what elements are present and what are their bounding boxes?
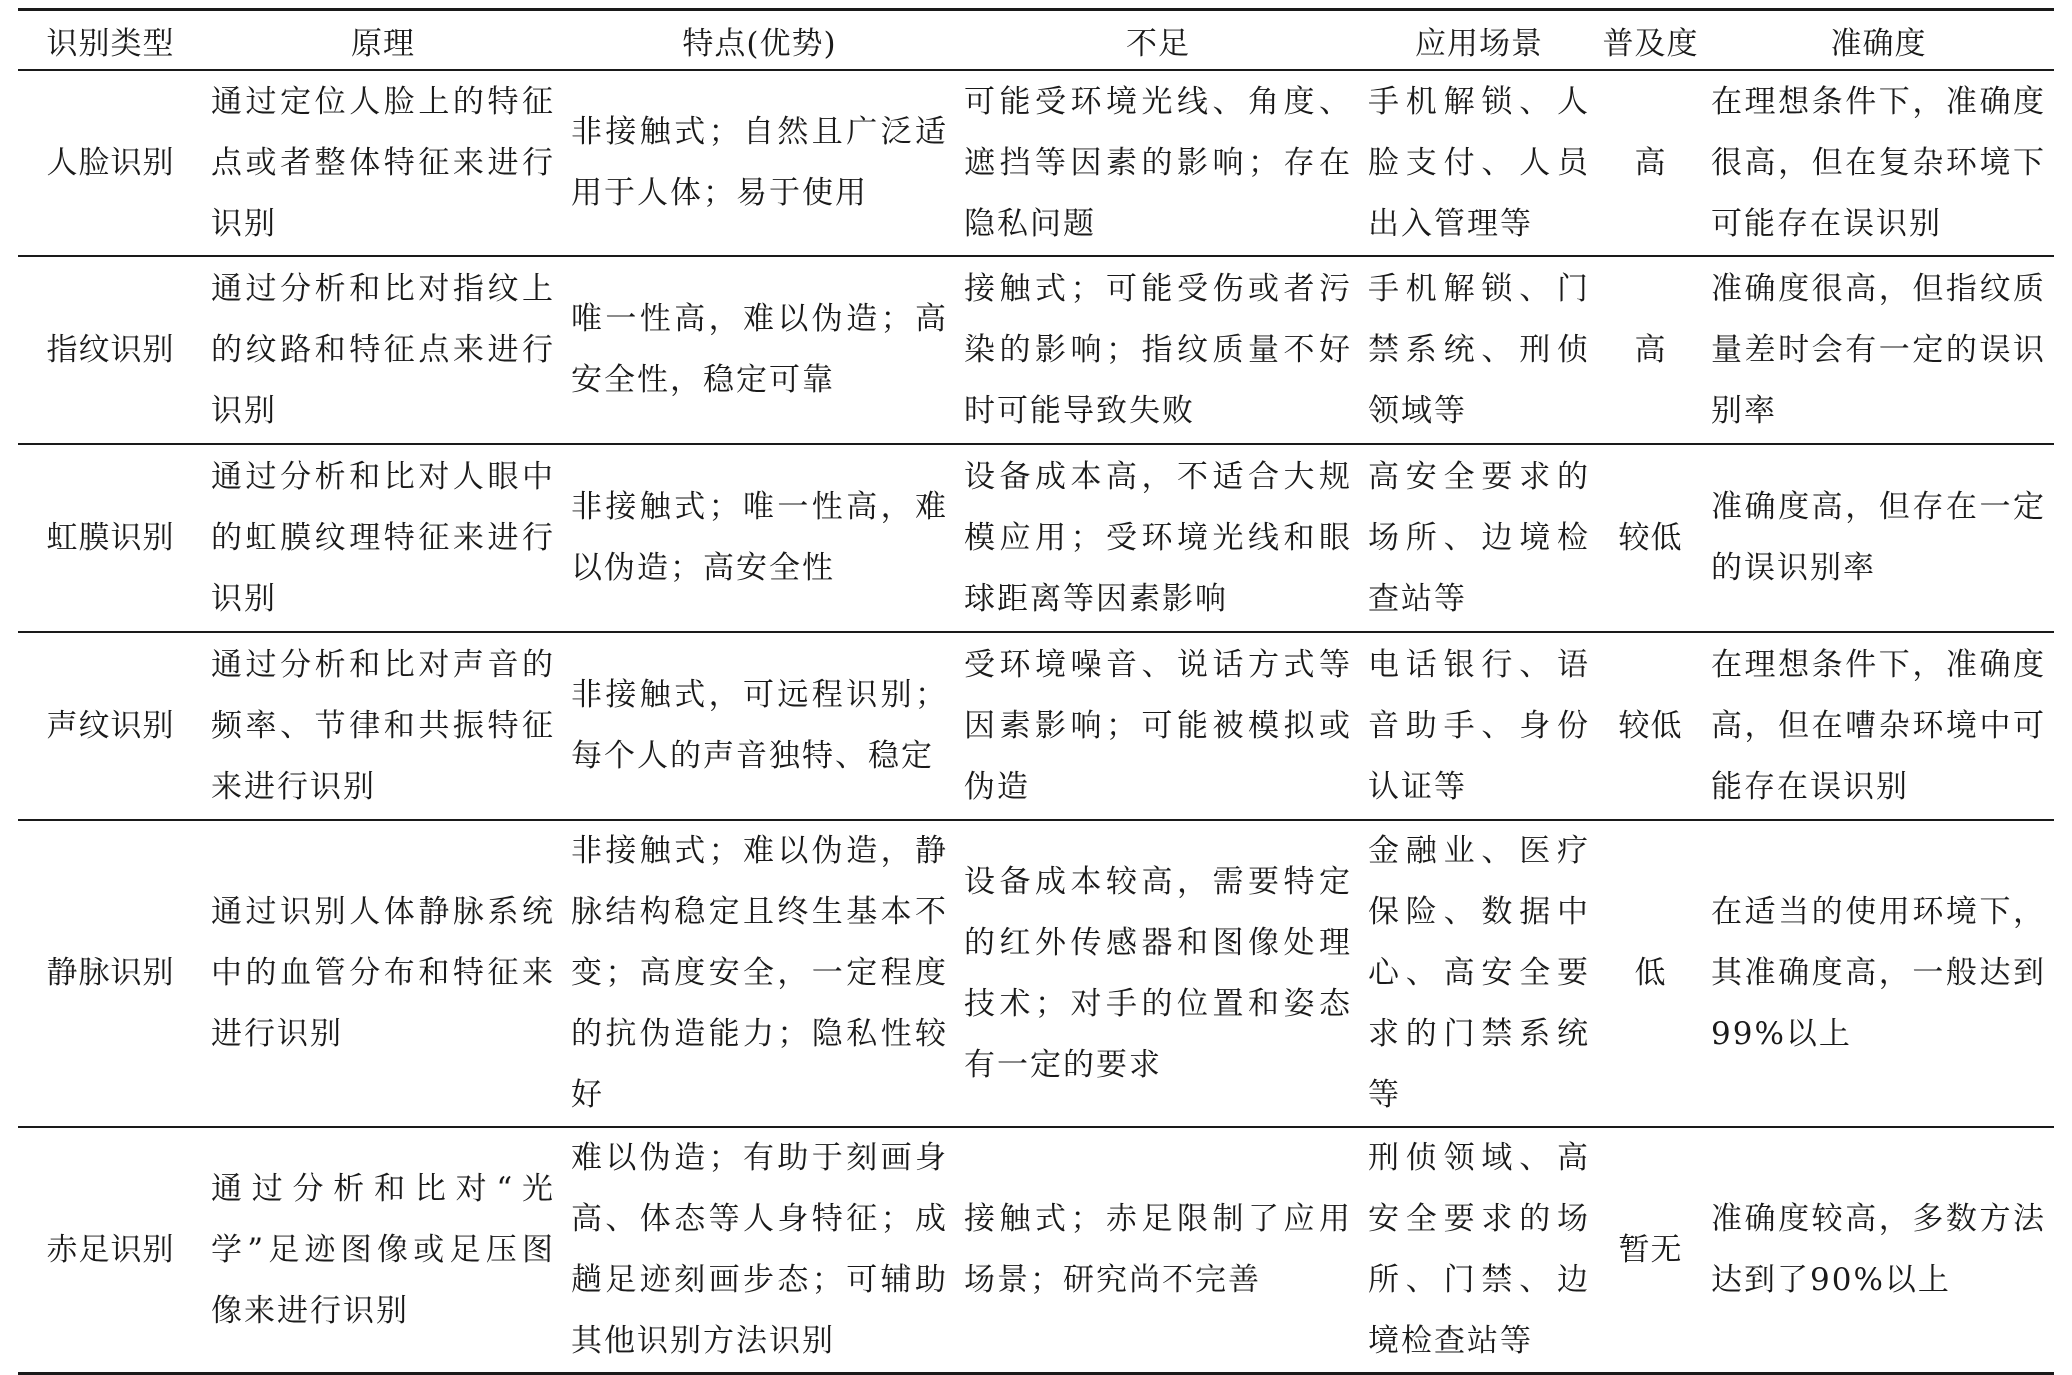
cell-principle: 通过分析和比对指纹上的纹路和特征点来进行识别 bbox=[211, 270, 555, 429]
table-row bbox=[18, 444, 2054, 632]
table-header bbox=[18, 10, 2054, 71]
cell-popularity: 高 bbox=[1634, 331, 1667, 368]
cell-drawbacks: 接触式；赤足限制了应用场景；研究尚不完善 bbox=[964, 1201, 1352, 1298]
cell-popularity: 暂无 bbox=[1618, 1231, 1683, 1268]
cell-accuracy: 在理想条件下，准确度很高，但在复杂环境下可能存在误识别 bbox=[1711, 83, 2046, 242]
cell-scenarios: 金融业、医疗保险、数据中心、高安全要求的门禁系统等 bbox=[1368, 833, 1590, 1113]
cell-popularity: 低 bbox=[1634, 955, 1667, 991]
cell-type: 声纹识别 bbox=[46, 707, 175, 744]
table-row bbox=[18, 820, 2054, 1127]
header-type: 识别类型 bbox=[46, 25, 175, 62]
cell-accuracy: 在适当的使用环境下，其准确度高，一般达到99%以上 bbox=[1711, 894, 2046, 1052]
cell-drawbacks: 设备成本较高，需要特定的红外传感器和图像处理技术；对手的位置和姿态有一定的要求 bbox=[964, 863, 1352, 1083]
cell-type: 人脸识别 bbox=[46, 144, 175, 181]
cell-type: 指纹识别 bbox=[46, 331, 175, 368]
cell-principle: 通过定位人脸上的特征点或者整体特征来进行识别 bbox=[211, 83, 555, 242]
table-body bbox=[18, 70, 2054, 1374]
cell-principle: 通过分析和比对声音的频率、节律和共振特征来进行识别 bbox=[211, 646, 555, 805]
cell-scenarios: 电话银行、语音助手、身份认证等 bbox=[1368, 646, 1590, 805]
cell-accuracy: 准确度很高，但指纹质量差时会有一定的误识别率 bbox=[1711, 270, 2046, 429]
header-accuracy: 准确度 bbox=[1830, 25, 1927, 62]
cell-accuracy: 在理想条件下，准确度高，但在嘈杂环境中可能存在误识别 bbox=[1711, 646, 2046, 805]
header-row bbox=[18, 10, 2054, 71]
cell-features: 难以伪造；有助于刻画身高、体态等人身特征；成趟足迹刻画步态；可辅助其他识别方法识别 bbox=[571, 1140, 948, 1359]
cell-drawbacks: 接触式；可能受伤或者污染的影响；指纹质量不好时可能导致失败 bbox=[964, 270, 1352, 429]
cell-drawbacks: 设备成本高，不适合大规模应用；受环境光线和眼球距离等因素影响 bbox=[964, 458, 1352, 617]
cell-type: 赤足识别 bbox=[46, 1231, 175, 1268]
cell-popularity: 较低 bbox=[1618, 707, 1683, 744]
biometric-comparison-table bbox=[18, 8, 2054, 1375]
header-popularity: 普及度 bbox=[1602, 25, 1699, 62]
cell-features: 非接触式；唯一性高，难以伪造；高安全性 bbox=[571, 489, 948, 586]
header-scenarios: 应用场景 bbox=[1415, 25, 1543, 62]
cell-drawbacks: 可能受环境光线、角度、遮挡等因素的影响；存在隐私问题 bbox=[964, 83, 1352, 242]
table-row bbox=[18, 70, 2054, 256]
cell-accuracy: 准确度高，但存在一定的误识别率 bbox=[1711, 489, 2046, 586]
cell-accuracy: 准确度较高，多数方法达到了90%以上 bbox=[1711, 1201, 2046, 1298]
table-row bbox=[18, 1127, 2054, 1374]
cell-scenarios: 手机解锁、人脸支付、人员出入管理等 bbox=[1368, 83, 1590, 242]
cell-features: 唯一性高，难以伪造；高安全性，稳定可靠 bbox=[571, 301, 948, 398]
cell-scenarios: 手机解锁、门禁系统、刑侦领域等 bbox=[1368, 270, 1590, 429]
cell-principle: 通过分析和比对人眼中的虹膜纹理特征来进行识别 bbox=[211, 458, 555, 617]
table-row bbox=[18, 632, 2054, 820]
cell-scenarios: 刑侦领域、高安全要求的场所、门禁、边境检查站等 bbox=[1368, 1140, 1590, 1359]
cell-features: 非接触式，可远程识别；每个人的声音独特、稳定 bbox=[571, 677, 948, 774]
table-row bbox=[18, 256, 2054, 444]
cell-scenarios: 高安全要求的场所、边境检查站等 bbox=[1368, 458, 1590, 617]
header-drawbacks: 不足 bbox=[1126, 25, 1190, 62]
biometric-comparison-table-wrapper bbox=[18, 8, 2054, 1375]
cell-drawbacks: 受环境噪音、说话方式等因素影响；可能被模拟或伪造 bbox=[964, 646, 1352, 805]
cell-popularity: 较低 bbox=[1618, 519, 1683, 556]
cell-popularity: 高 bbox=[1634, 144, 1667, 181]
cell-type: 虹膜识别 bbox=[46, 519, 175, 556]
cell-type: 静脉识别 bbox=[46, 955, 175, 991]
header-features: 特点(优势) bbox=[682, 25, 837, 62]
cell-features: 非接触式；自然且广泛适用于人体；易于使用 bbox=[571, 114, 948, 211]
cell-principle: 通过分析和比对“光学”足迹图像或足压图像来进行识别 bbox=[211, 1170, 555, 1329]
cell-principle: 通过识别人体静脉系统中的血管分布和特征来进行识别 bbox=[211, 894, 555, 1052]
cell-features: 非接触式；难以伪造，静脉结构稳定且终生基本不变；高度安全，一定程度的抗伪造能力；隐私性较好 bbox=[571, 833, 948, 1113]
header-principle: 原理 bbox=[351, 25, 415, 62]
